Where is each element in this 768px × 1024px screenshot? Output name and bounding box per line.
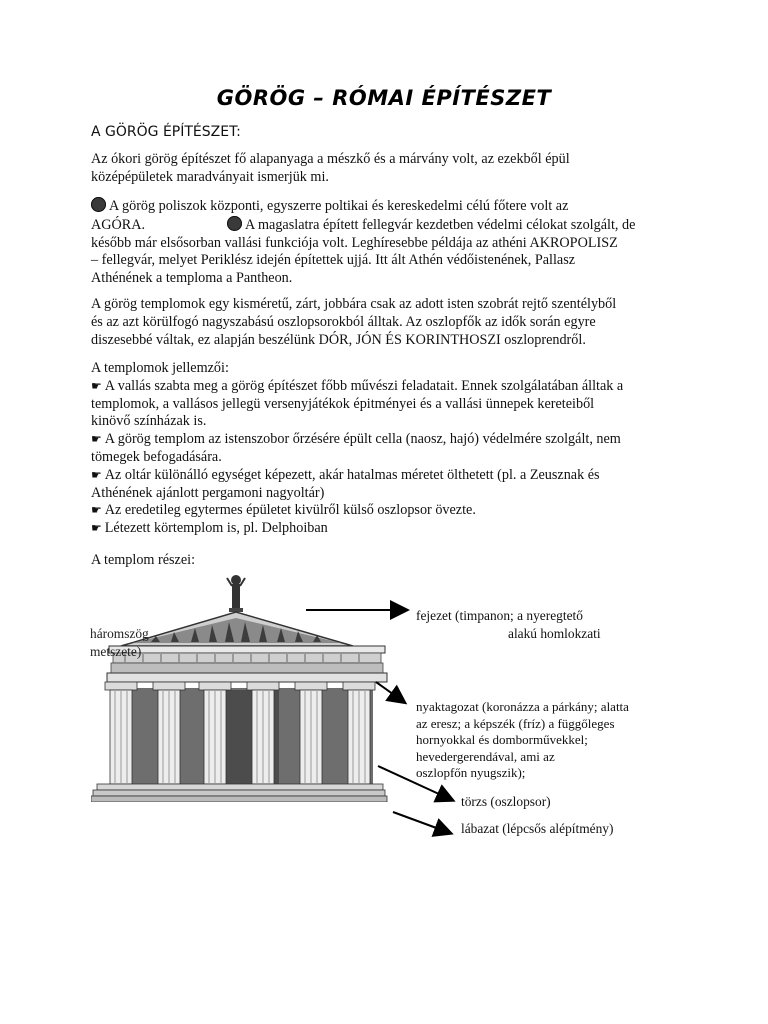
nyaktagozat-line: az eresz; a képszék (fríz) a függőleges (416, 715, 615, 731)
intro-line: Az ókori görög építészet fő alapanyaga a mészkő és a márvány volt, az ezekből épül (91, 151, 570, 167)
page-title: GÖRÖG – RÓMAI ÉPÍTÉSZET (216, 86, 552, 110)
section-heading: A GÖRÖG ÉPÍTÉSZET: (91, 124, 241, 140)
akropolisz-text: A magaslatra épített fellegvár kezdetben védelmi célokat szolgált, de (245, 216, 636, 233)
label-nyaktagozat (416, 699, 629, 782)
temples-line: és az azt körülfogó nagyszabású oszlopsorokból álltak. Az oszlopfők az idők során egyre (91, 313, 596, 330)
pointing-hand-icon: ☛ (91, 521, 102, 536)
feature-item: Az eredetileg egytermes épületet kivülről külső oszlopsor övezte. (104, 502, 476, 519)
nyaktagozat-line: oszlopfőn nyugszik); (416, 765, 526, 781)
pointing-hand-icon: ☛ (91, 432, 102, 447)
intro-line: középépületek maradványait ismerjük mi. (91, 168, 329, 185)
nyaktagozat-line: nyaktagozat (koronázza a párkány; alatta (416, 699, 629, 714)
temples-line: A görög templomok egy kisméretű, zárt, jobbára csak az adott isten szobrát rejtő szentélyből (91, 296, 617, 312)
feature-item: Az oltár különálló egységet képezett, akár hatalmas méretet ölthetett (pl. a Zeusznak és (104, 466, 600, 483)
feature-item: Athénének ajánlott pergamoni nagyoltár) (91, 484, 325, 501)
nyaktagozat-line: hornyokkal és domborművekkel; (416, 732, 588, 748)
akropolisz-text: Athénének a temploma a Pantheon. (91, 270, 293, 287)
arrow-nyaktagozat (376, 682, 404, 702)
agora-word: AGÓRA. (91, 216, 145, 233)
nyaktagozat-line: hevedergerendával, ami az (416, 748, 555, 764)
feature-item: templomok, a vallásos jellegü versenyjátékok épitményei és a vallási ünnepek kereteiből (91, 395, 595, 412)
pointing-hand-icon: ☛ (91, 467, 102, 482)
akropolisz-text: – fellegvár, melyet Periklész idején építettek ujjá. Itt ált Athén védőistenének, Pallasz (91, 252, 576, 269)
akropolisz-text: később már elsősorban vallási funkciója volt. Leghíresebbe példája az athéni AKROPOLISZ (91, 234, 618, 251)
feature-item: tömegek befogadására. (91, 448, 222, 465)
parts-heading: A templom részei: (91, 552, 196, 568)
feature-item: A vallás szabta meg a görög építészet főbb művészi feladatait. Ennek szolgálatában álltak a (104, 377, 624, 394)
label-alaku: alakú homlokzati (508, 626, 601, 641)
label-haromszog: háromszög (90, 626, 149, 641)
agora-text: A görög poliszok központi, egyszerre poltikai és kereskedelmi célú főtere volt az (109, 198, 569, 214)
label-metszete: metszete) (90, 644, 142, 659)
label-labazat: lábazat (lépcsős alépítmény) (461, 821, 614, 836)
pointing-hand-icon: ☛ (91, 378, 102, 393)
pointing-hand-icon: ☛ (91, 503, 102, 518)
label-torzs: törzs (oszlopsor) (461, 794, 551, 809)
feature-item: A görög templom az istenszobor őrzésére épült cella (naosz, hajó) védelmére szolgált, nem (104, 431, 621, 448)
temples-line: diszesebbé váltak, ez alapján beszélünk DÓR, JÓN ÉS KORINTHOSZI oszloprendről. (91, 331, 586, 348)
label-fejezet: fejezet (timpanon; a nyeregtető (416, 608, 583, 623)
feature-item: kinövő színházak is. (91, 413, 207, 430)
features-heading: A templomok jellemzői: (91, 360, 229, 376)
arrow-labazat (393, 812, 450, 833)
feature-item: Létezett körtemplom is, pl. Delphoiban (104, 520, 328, 537)
